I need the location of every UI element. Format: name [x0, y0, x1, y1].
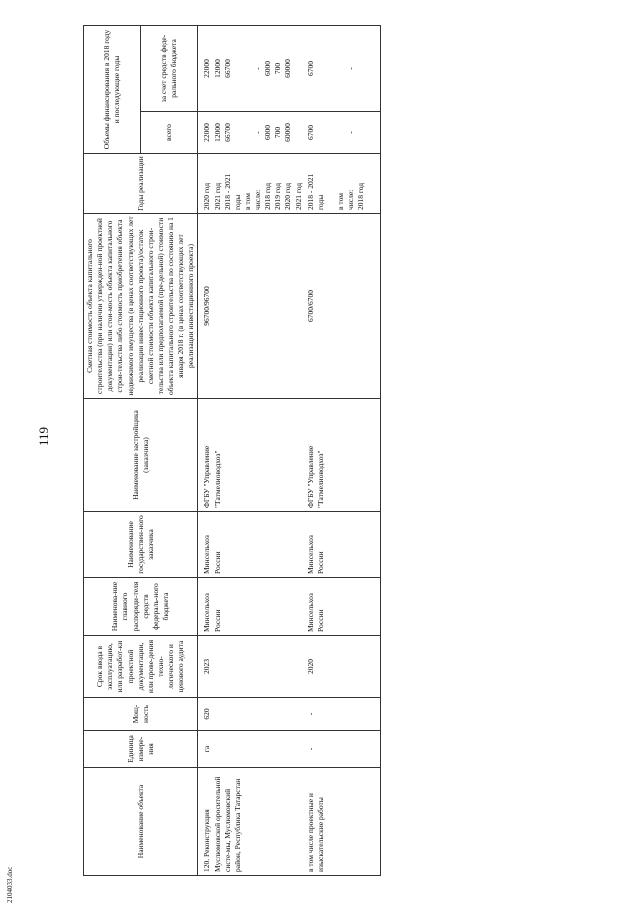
year-line: 2018 год [263, 182, 273, 210]
estimated-cost-cell: 6700/6700 [305, 214, 381, 399]
year-line [326, 157, 336, 210]
total-value [326, 115, 336, 150]
header-developer: Наименование застройщика (заказчика) [84, 399, 198, 512]
total-value: - [253, 131, 262, 134]
year-line: в том [336, 193, 345, 210]
total-value: 60000 [283, 123, 293, 142]
total-value: 6700 [305, 125, 315, 140]
header-total: всего [141, 112, 198, 154]
federal-value [326, 29, 336, 108]
budget-manager-cell: Минсельхоз России [305, 578, 381, 636]
capacity-cell: - [305, 698, 381, 731]
unit-cell: га [198, 731, 305, 768]
year-line: в том [242, 193, 252, 210]
year-line: 2021 год [212, 182, 222, 210]
total-value [336, 115, 346, 150]
total-value [243, 115, 253, 150]
year-line: 2018 год [356, 182, 366, 210]
state-customer-cell: Минсельхоз России [198, 512, 305, 578]
federal-value [316, 29, 326, 108]
federal-value: 66700 [222, 59, 232, 78]
object-name-cell [305, 768, 381, 876]
header-estimated-cost: Сметная стоимость объекта капитального строительства (при наличии утвержден-ной проектной документации) или стои-мость объекта капитального строи-тельства либо стоимость приобретения объекта недвижимого имущества (в ценах соответствующих лет реализации инвес-тиционного проекта)/остаток сметной стоимости объекта капитального строи-тельства или предполагаемой (пре-дельной) стоимости объекта капитального строительства по состоянию на 1 января 2018 г. (в ценах соответствующих лет реализации инвестиционного проекта) [84, 214, 198, 399]
table-row [198, 25, 305, 875]
year-line: 2020 год [202, 182, 212, 210]
federal-value: 700 [273, 62, 283, 75]
estimated-cost-cell: 96700/96700 [198, 214, 305, 399]
federal-value: - [253, 67, 262, 70]
header-funding: Объемы финансирования в 2018 году и последующие годы [84, 25, 141, 153]
total-value: 66700 [222, 123, 232, 142]
header-years: Годы реализации [84, 154, 198, 214]
year-line: 2018 - 2021 годы [305, 173, 325, 210]
federal-value: 60000 [283, 59, 293, 78]
year-line: 2020 год [283, 182, 293, 210]
years-cell [198, 154, 305, 214]
total-value: 700 [273, 126, 283, 139]
total-value: 6000 [263, 125, 273, 140]
federal-value: - [346, 67, 356, 70]
header-object-name: Наименование объекта [84, 768, 198, 876]
object-name: Реконструкция Муслюмовской оросительной систе-мы, Муслюмовский район, Республика Татарстан [202, 776, 242, 872]
federal-value: 6000 [263, 61, 273, 76]
year-line: 2018 - 2021 годы [222, 173, 242, 210]
capacity-cell: 620 [198, 698, 305, 731]
federal-cell [305, 25, 381, 111]
table-row [305, 25, 381, 875]
total-cell [198, 112, 305, 154]
federal-value: 12000 [212, 59, 222, 78]
header-federal: за счет средств феде-рального бюджета [141, 25, 198, 111]
federal-value [336, 29, 346, 108]
page-number: 119 [36, 426, 51, 446]
deadline-cell: 2020 [305, 636, 381, 698]
deadline-cell: 2023 [198, 636, 305, 698]
year-line: числе: [346, 189, 356, 210]
total-value: 12000 [212, 123, 222, 142]
year-line: числе: [253, 189, 262, 210]
header-budget-manager: Наименова-ние главного распоряди-теля средств федераль-ного бюджета [84, 578, 198, 636]
federal-value [233, 29, 243, 108]
federal-value [243, 29, 253, 108]
federal-value: 22000 [202, 59, 212, 78]
object-name-cell [198, 768, 305, 876]
years-cell [305, 154, 381, 214]
federal-cell [198, 25, 305, 111]
total-cell [305, 112, 381, 154]
investment-objects-table [83, 25, 381, 876]
row-number: 120. [202, 858, 212, 872]
budget-manager-cell: Минсельхоз России [198, 578, 305, 636]
rotated-table-container [83, 26, 610, 876]
object-name: в том числе проектные и изыскательские работы [305, 793, 325, 872]
unit-cell: - [305, 731, 381, 768]
total-value: 22000 [202, 123, 212, 142]
developer-cell: ФГБУ "Управление "Татмелиоводхоз" [198, 399, 305, 512]
developer-cell: ФГБУ "Управление "Татмелиоводхоз" [305, 399, 381, 512]
document-id: 2104033.doc [6, 866, 14, 903]
header-state-customer: Наименование государствен-ного заказчика [84, 512, 198, 578]
header-capacity: Мощ-ность [84, 698, 198, 731]
total-value [316, 115, 326, 150]
total-value [233, 115, 243, 150]
year-line: 2019 год [273, 182, 283, 210]
state-customer-cell: Минсельхоз России [305, 512, 381, 578]
total-value: - [346, 131, 356, 134]
federal-value: 6700 [305, 61, 315, 76]
year-line: 2021 год [293, 182, 303, 210]
header-unit: Единица измере-ния [84, 731, 198, 768]
header-deadline: Срок ввода в эксплуатацию, или разработ-ки проектной документации, или прове-дения техно-логического и ценового аудита [84, 636, 198, 698]
